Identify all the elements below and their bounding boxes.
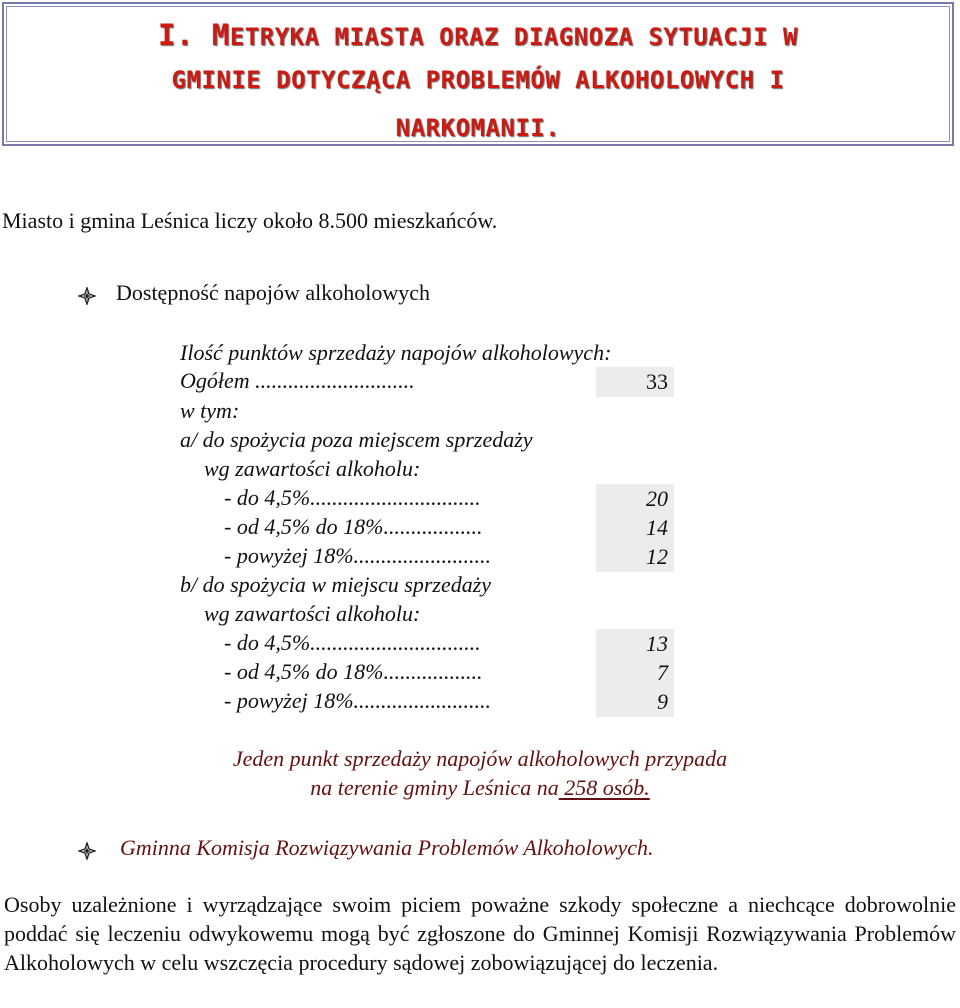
note-line-2-text: na terenie gminy Leśnica na: [310, 775, 559, 800]
note-line-2: [0, 775, 960, 801]
in-which-label: w tym:: [180, 398, 240, 423]
group-a-row-value: 20: [596, 484, 674, 514]
header-initial: I. M: [158, 18, 230, 52]
diamond-bullet-icon: [78, 842, 96, 860]
group-b-row-value: 9: [596, 687, 674, 717]
total-label: Ogółem .............................: [180, 368, 415, 393]
group-a-label: a/ do spożycia poza miejscem sprzedaży: [180, 427, 533, 452]
group-b-sub: wg zawartości alkoholu:: [204, 601, 421, 626]
group-a-row-value: 14: [596, 513, 674, 543]
section-title-availability: Dostępność napojów alkoholowych: [116, 280, 431, 305]
header-line-1-text: ETRYKA MIASTA ORAZ DIAGNOZA SYTUACJI W: [229, 23, 798, 51]
diamond-bullet-icon: [78, 287, 96, 305]
header-line-3: NARKOMANII.: [395, 114, 561, 142]
header-box: [2, 2, 954, 146]
header-line-1: [4, 18, 952, 52]
group-a-row-value: 12: [596, 542, 674, 572]
section-title-commission: Gminna Komisja Rozwiązywania Problemów Alkoholowych.: [120, 835, 654, 860]
group-a-row-label: - od 4,5% do 18%..................: [224, 514, 483, 539]
group-b-row-label: - powyżej 18%.........................: [224, 688, 492, 713]
note-line-1: Jeden punkt sprzedaży napojów alkoholowych przypada: [232, 746, 728, 771]
body-paragraph: Osoby uzależnione i wyrządzające swoim piciem poważne szkody społeczne a niechcące dobrowolnie poddać się leczeniu odwykowemu mogą być zgłoszone do Gminnej Komisji Rozwiązywania Problemów Alkoholowych w celu wszczęcia procedury sądowej zobowiązującej do leczenia.: [4, 892, 956, 975]
header-line-2: GMINIE DOTYCZĄCA PROBLEMÓW ALKOHOLOWYCH I: [171, 66, 785, 94]
group-b-row-label: - od 4,5% do 18%..................: [224, 659, 483, 684]
group-b-row-value: 13: [596, 629, 674, 659]
group-b-row-label: - do 4,5%...............................: [224, 630, 481, 655]
subtitle-points-of-sale: Ilość punktów sprzedaży napojów alkoholowych:: [180, 340, 612, 365]
group-a-sub: wg zawartości alkoholu:: [204, 456, 421, 481]
group-b-row-value: 7: [596, 658, 674, 688]
note-people-count: 258 osób.: [558, 775, 650, 800]
intro-text: Miasto i gmina Leśnica liczy około 8.500 mieszkańców.: [2, 208, 498, 233]
group-a-row-label: - powyżej 18%.........................: [224, 543, 492, 568]
group-b-label: b/ do spożycia w miejscu sprzedaży: [180, 572, 492, 597]
group-a-row-label: - do 4,5%...............................: [224, 485, 481, 510]
total-value-cell: 33: [596, 367, 674, 397]
